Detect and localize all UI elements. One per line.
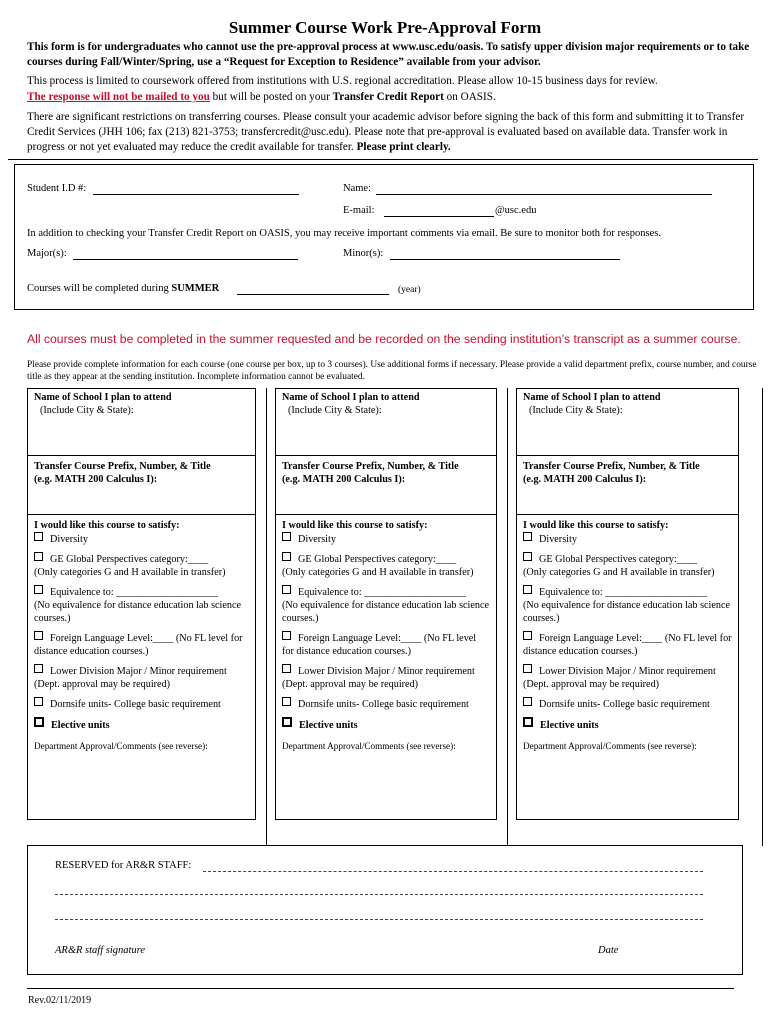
course-2-satisfy-label: I would like this course to satisfy: — [282, 520, 428, 531]
column-divider — [266, 388, 267, 846]
checkbox-icon[interactable] — [282, 717, 292, 727]
checkbox-icon[interactable] — [282, 585, 291, 594]
option-text: Foreign Language Level:____ (No FL level for distance education courses.) — [523, 633, 732, 657]
course-3-school-sub: (Include City & State): — [529, 405, 623, 416]
checkbox-icon[interactable] — [282, 697, 291, 706]
course-1-prefix-cell[interactable] — [27, 455, 256, 515]
course-1-prefix-sub: (e.g. MATH 200 Calculus I): — [34, 474, 158, 485]
column-divider — [762, 388, 763, 846]
checkbox-icon[interactable] — [34, 532, 43, 541]
course-3-opt-ge[interactable] — [523, 552, 732, 579]
course-3-prefix-sub: (e.g. MATH 200 Calculus I): — [523, 474, 647, 485]
course-2-dept-approval: Department Approval/Comments (see reverse): — [282, 741, 456, 751]
mail-rest-a: but will be posted on your — [209, 91, 333, 103]
checkbox-icon[interactable] — [282, 532, 291, 541]
course-2-opt-diversity[interactable] — [282, 532, 490, 546]
checkbox-icon[interactable] — [523, 532, 532, 541]
checkbox-icon[interactable] — [34, 552, 43, 561]
checkbox-icon[interactable] — [523, 664, 532, 673]
course-3-opt-equivalence[interactable] — [523, 585, 732, 625]
course-2-opt-equivalence[interactable] — [282, 585, 490, 625]
course-3-opt-language[interactable] — [523, 631, 732, 658]
course-2-prefix-label: Transfer Course Prefix, Number, & Title — [282, 461, 459, 472]
course-3-opt-dornsife[interactable] — [523, 697, 732, 711]
course-1-opt-language[interactable] — [34, 631, 249, 658]
course-2-opt-language[interactable] — [282, 631, 490, 658]
option-note: (No equivalence for distance education lab science courses.) — [34, 600, 242, 624]
minors-label: Minor(s): — [343, 248, 384, 259]
email-field[interactable] — [384, 216, 494, 217]
checkbox-icon[interactable] — [523, 585, 532, 594]
restrictions-text — [27, 110, 752, 155]
course-1-opt-lower-division[interactable] — [34, 664, 249, 691]
email-label: E-mail: — [343, 205, 375, 216]
revision-date: Rev.02/11/2019 — [28, 995, 92, 1006]
summer-requirement-notice: All courses must be completed in the summer requested and be recorded on the sending institution’s transcript as a summer course. — [27, 332, 741, 346]
course-1-dept-approval: Department Approval/Comments (see reverse): — [34, 741, 208, 751]
option-text: Dornsife units- College basic requirement — [298, 699, 469, 710]
email-suffix: @usc.edu — [495, 205, 537, 216]
option-text: Lower Division Major / Minor requirement (Dept. approval may be required) — [282, 666, 475, 690]
course-3-school-label: Name of School I plan to attend — [523, 392, 661, 403]
summer-year-field[interactable] — [237, 294, 389, 295]
checkbox-icon[interactable] — [523, 697, 532, 706]
course-2-opt-lower-division[interactable] — [282, 664, 490, 691]
course-1-opt-equivalence[interactable] — [34, 585, 249, 625]
majors-label: Major(s): — [27, 248, 67, 259]
oasis-note: In addition to checking your Transfer Credit Report on OASIS, you may receive important comments via email. Be sure to monitor both for responses. — [27, 228, 661, 239]
checkbox-icon[interactable] — [282, 631, 291, 640]
course-3-satisfy-label: I would like this course to satisfy: — [523, 520, 669, 531]
course-1-opt-dornsife[interactable] — [34, 697, 249, 711]
option-text: GE Global Perspectives category:____ — [539, 554, 698, 565]
course-1-school-sub: (Include City & State): — [40, 405, 134, 416]
staff-line[interactable] — [55, 894, 703, 895]
course-1-opt-diversity[interactable] — [34, 532, 249, 546]
checkbox-icon[interactable] — [282, 552, 291, 561]
checkbox-icon[interactable] — [523, 631, 532, 640]
option-note: (Only categories G and H available in transfer) — [34, 567, 226, 578]
reserved-line[interactable] — [203, 871, 703, 872]
option-text: Foreign Language Level:____ (No FL level for distance education courses.) — [34, 633, 243, 657]
course-2-school-sub: (Include City & State): — [288, 405, 382, 416]
majors-field[interactable] — [73, 259, 298, 260]
course-instructions: Please provide complete information for each course (one course per box, up to 3 courses). Use additional forms if necessary. Please provide a valid department prefix, course number, and course title as they appear at the sending institution. Incomplete information cannot be evaluated. — [27, 360, 757, 382]
year-label: (year) — [398, 285, 421, 295]
course-2-prefix-sub: (e.g. MATH 200 Calculus I): — [282, 474, 406, 485]
option-text: Lower Division Major / Minor requirement (Dept. approval may be required) — [34, 666, 227, 690]
course-2-prefix-cell[interactable] — [275, 455, 497, 515]
checkbox-icon[interactable] — [34, 697, 43, 706]
name-label: Name: — [343, 183, 371, 194]
student-id-field[interactable] — [93, 194, 299, 195]
course-2-school-cell[interactable] — [275, 388, 497, 456]
option-text: Equivalence to: ____________________ — [539, 587, 708, 598]
checkbox-icon[interactable] — [523, 717, 533, 727]
option-text: Foreign Language Level:____ (No FL level for distance education courses.) — [282, 633, 477, 657]
course-3-satisfy-cell — [516, 514, 739, 820]
transfer-credit-report: Transfer Credit Report — [332, 91, 444, 103]
option-note: (No equivalence for distance education lab science courses.) — [282, 600, 490, 624]
summer-completion — [27, 283, 219, 294]
option-text: Diversity — [298, 534, 336, 545]
course-3-opt-lower-division[interactable] — [523, 664, 732, 691]
checkbox-icon[interactable] — [34, 717, 44, 727]
course-2-school-label: Name of School I plan to attend — [282, 392, 420, 403]
checkbox-icon[interactable] — [34, 664, 43, 673]
checkbox-icon[interactable] — [523, 552, 532, 561]
summer-prefix: Courses will be completed during — [27, 283, 172, 294]
course-1-satisfy-cell — [27, 514, 256, 820]
option-text: Equivalence to: ____________________ — [50, 587, 219, 598]
course-3-prefix-cell[interactable] — [516, 455, 739, 515]
option-text: Lower Division Major / Minor requirement (Dept. approval may be required) — [523, 666, 716, 690]
option-text: Dornsife units- College basic requirement — [50, 699, 221, 710]
staff-signature-label: AR&R staff signature — [55, 945, 146, 956]
restrictions-body: There are significant restrictions on transferring courses. Please consult your academic advisor before signing the back of this form and submitting it to Transfer Credit Services (JHH 106; fax (213) 821-3753; transfercredit@usc.edu). Please note that pre-approval is evaluated based on available data. Transfer work in progress or not yet evaluated may reduce the credit available for transfer. — [27, 111, 745, 153]
course-3-dept-approval: Department Approval/Comments (see reverse): — [523, 741, 697, 751]
course-1-opt-ge[interactable] — [34, 552, 249, 579]
course-1-satisfy-label: I would like this course to satisfy: — [34, 520, 180, 531]
course-2-satisfy-cell — [275, 514, 497, 820]
form-title: Summer Course Work Pre-Approval Form — [228, 18, 542, 37]
checkbox-icon[interactable] — [282, 664, 291, 673]
process-text: This process is limited to coursework offered from institutions with U.S. regional accreditation. Please allow 10-15 business days for review. — [27, 75, 658, 87]
course-1-school-cell[interactable] — [27, 388, 256, 456]
course-2-opt-ge[interactable] — [282, 552, 490, 579]
reserved-label: RESERVED for AR&R STAFF: — [55, 860, 192, 871]
minors-field[interactable] — [390, 259, 620, 260]
student-id-label: Student I.D #: — [27, 183, 87, 194]
course-3-opt-elective[interactable] — [523, 717, 732, 732]
option-note: (No equivalence for distance education lab science courses.) — [523, 600, 731, 624]
course-3-opt-diversity[interactable] — [523, 532, 732, 546]
option-text: GE Global Perspectives category:____ — [50, 554, 209, 565]
course-3-prefix-label: Transfer Course Prefix, Number, & Title — [523, 461, 700, 472]
mail-notice — [27, 90, 752, 105]
option-text: GE Global Perspectives category:____ — [298, 554, 457, 565]
summer-word: SUMMER — [171, 283, 220, 294]
course-2-opt-elective[interactable] — [282, 717, 490, 732]
option-text: Elective units — [51, 720, 110, 731]
course-2-opt-dornsife[interactable] — [282, 697, 490, 711]
course-1-school-label: Name of School I plan to attend — [34, 392, 172, 403]
checkbox-icon[interactable] — [34, 585, 43, 594]
option-note: (Only categories G and H available in transfer) — [282, 567, 474, 578]
column-divider — [507, 388, 508, 846]
option-text: Elective units — [299, 720, 358, 731]
option-note: (Only categories G and H available in transfer) — [523, 567, 715, 578]
staff-date-label: Date — [598, 945, 619, 956]
option-text: Equivalence to: ____________________ — [298, 587, 467, 598]
course-1-opt-elective[interactable] — [34, 717, 249, 732]
print-clearly: Please print clearly. — [356, 141, 451, 153]
staff-line[interactable] — [55, 919, 703, 920]
header-divider — [8, 159, 758, 160]
option-text: Dornsife units- College basic requirement — [539, 699, 710, 710]
name-field[interactable] — [376, 194, 712, 195]
checkbox-icon[interactable] — [34, 631, 43, 640]
mail-warning: The response will not be mailed to you — [27, 91, 210, 103]
course-3-school-cell[interactable] — [516, 388, 739, 456]
footer-rule — [27, 988, 734, 989]
option-text: Elective units — [540, 720, 599, 731]
option-text: Diversity — [50, 534, 88, 545]
mail-rest-b: on OASIS. — [443, 91, 496, 103]
course-1-prefix-label: Transfer Course Prefix, Number, & Title — [34, 461, 211, 472]
intro-text: This form is for undergraduates who cannot use the pre-approval process at www.usc.edu/oasis. To satisfy upper division major requirements or to take courses during Fall/Winter/Spring, use a “Request for Exception to Residence” available from your advisor. — [27, 41, 750, 68]
option-text: Diversity — [539, 534, 577, 545]
